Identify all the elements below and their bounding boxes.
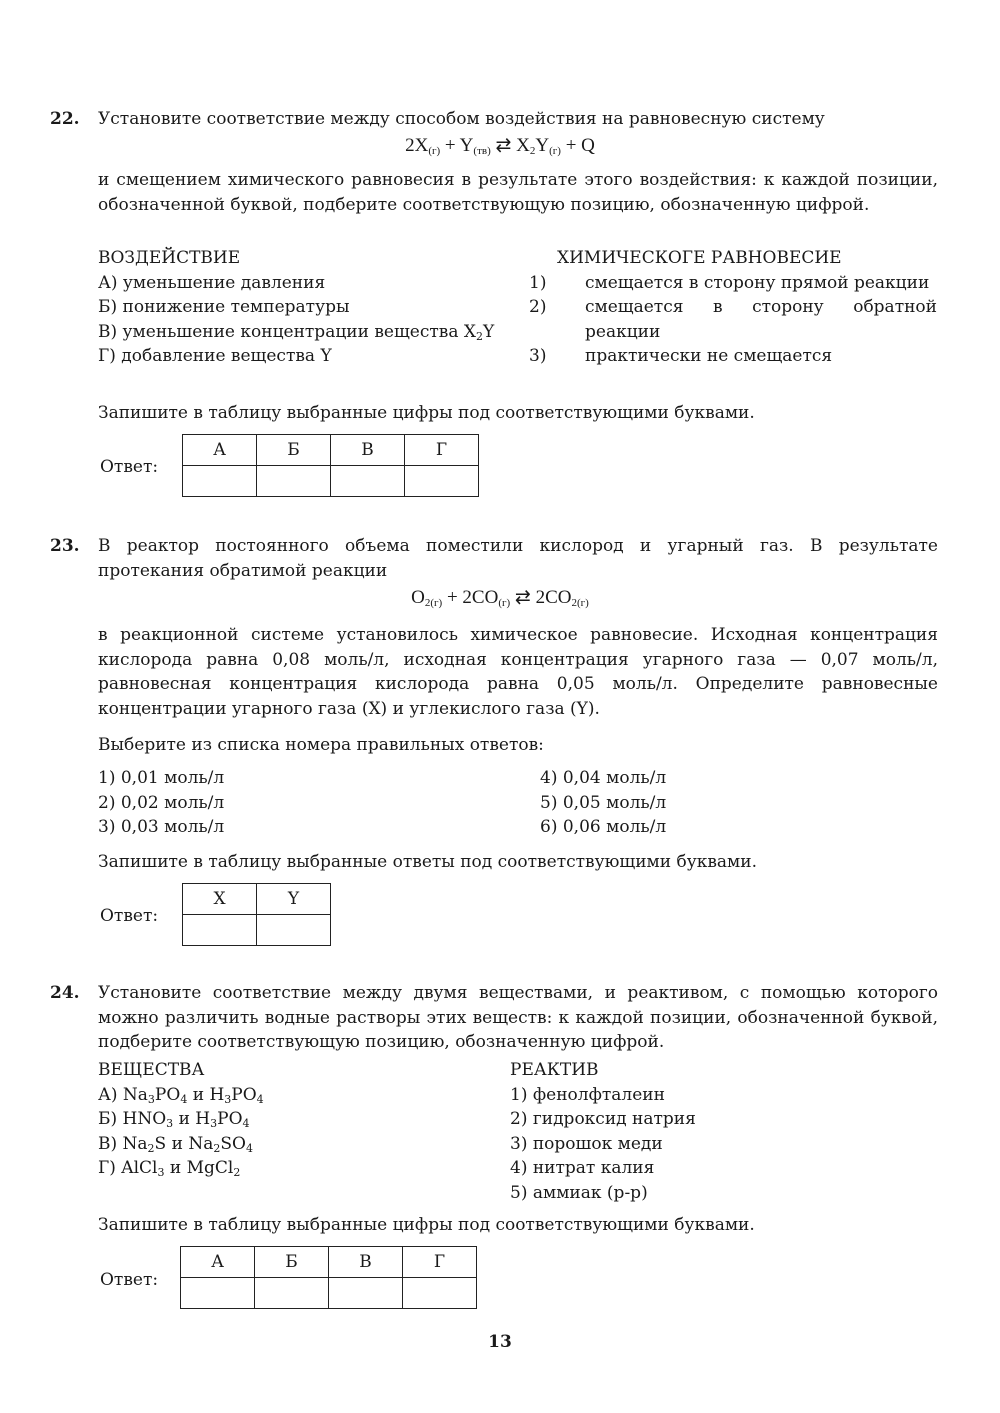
- q23-answer-table: [182, 883, 331, 946]
- q24-left-header: ВЕЩЕСТВА: [98, 1060, 205, 1080]
- q23-option: 5) 0,05 моль/л: [540, 792, 667, 813]
- answer-input-cell[interactable]: [257, 915, 331, 946]
- question-number-23: 23.: [50, 536, 80, 556]
- q22-instruction: Запишите в таблицу выбранные цифры под соответствующими буквами.: [98, 403, 755, 423]
- q24-intro: Установите соответствие между двумя веществами, и реактивом, с помощью которого можно различить водные растворы этих веществ: к каждой позиции, обозначенной буквой, подберите соответствующую позицию, обозначенную цифрой.: [98, 983, 938, 1052]
- q23-option: 1) 0,01 моль/л: [98, 768, 225, 788]
- q23-option: 2) 0,02 моль/л: [98, 792, 225, 813]
- page-number: 13: [488, 1332, 512, 1352]
- q22-right-item: 1) смещается в сторону прямой реакции: [529, 272, 930, 293]
- q24-left-column: [98, 1058, 498, 1181]
- answer-header-cell: А: [183, 435, 257, 466]
- q22-left-column: [98, 246, 538, 369]
- q24-left-item: В) $Na_2S$ и $Na_2SO_4$: [98, 1133, 253, 1155]
- answer-header-cell: В: [331, 435, 405, 466]
- answer-input-cell[interactable]: [257, 466, 331, 497]
- q24-right-header: РЕАКТИВ: [510, 1060, 599, 1080]
- q23-options-left: [98, 766, 224, 840]
- q22-left-header: ВОЗДЕЙСТВИЕ: [98, 248, 241, 268]
- answer-input-cell[interactable]: [183, 915, 257, 946]
- answer-header-cell: Б: [257, 435, 331, 466]
- q23-choose: Выберите из списка номера правильных ответов:: [98, 735, 544, 755]
- answer-input-cell[interactable]: [403, 1278, 477, 1309]
- q24-answer-table: [180, 1246, 477, 1309]
- q24-left-item: Г) AlCl$_3$ и MgCl$_2$: [98, 1158, 241, 1179]
- q23-instruction: Запишите в таблицу выбранные ответы под соответствующими буквами.: [98, 852, 758, 872]
- q24-left-item: Б) $HNO_3$ и $H_3PO_4$: [98, 1109, 250, 1130]
- q24-right-item: 5) аммиак (р-р): [510, 1182, 648, 1203]
- question-number-24: 24.: [50, 983, 80, 1003]
- q22-right-column: [529, 246, 937, 369]
- q22-text: и смещением химического равновесия в результате этого воздействия: к каждой позиции, обозначенной буквой, подберите соответствующую позицию, обозначенную цифрой.: [98, 170, 938, 215]
- q23-answer-label: Ответ:: [100, 906, 159, 926]
- q23-equation: $O_{2(г)} + 2CO_{(г)}$ ⇄ $2CO_{2(г)}$: [411, 587, 589, 609]
- answer-input-cell[interactable]: [329, 1278, 403, 1309]
- q24-answer-label: Ответ:: [100, 1270, 159, 1290]
- q22-answer-label: Ответ:: [100, 457, 159, 477]
- answer-header-cell: А: [181, 1247, 255, 1278]
- answer-header-cell: В: [329, 1247, 403, 1278]
- answer-header-cell: Г: [403, 1247, 477, 1278]
- q23-option: 3) 0,03 моль/л: [98, 817, 225, 837]
- q24-right-column: [510, 1058, 930, 1205]
- q22-left-item: Б) понижение температуры: [98, 297, 350, 317]
- answer-input-cell[interactable]: [331, 466, 405, 497]
- q22-equation: $2X_{(г)} + Y_{(тв)}$ ⇄ $X_2Y_{(г)} + Q$: [405, 135, 595, 157]
- answer-header-cell: Г: [405, 435, 479, 466]
- q22-right-header: ХИМИЧЕСКОГЕ РАВНОВЕСИЕ: [557, 248, 842, 268]
- q22-left-item: В) уменьшение концентрации вещества $X_2Y$: [98, 321, 495, 343]
- q22-right-item: 2) смещается в сторону обратной реакции: [529, 297, 937, 342]
- q24-right-item: 3) порошок меди: [510, 1133, 663, 1154]
- answer-input-cell[interactable]: [405, 466, 479, 497]
- q22-left-item: Г) добавление вещества Y: [98, 346, 332, 366]
- q24-left-item: А) $Na_3PO_4$ и $H_3PO_4$: [98, 1084, 264, 1106]
- q22-left-item: А) уменьшение давления: [98, 272, 326, 293]
- answer-input-cell[interactable]: [255, 1278, 329, 1309]
- answer-header-cell: Y: [257, 884, 331, 915]
- q24-right-item: 1) фенолфталеин: [510, 1084, 665, 1105]
- answer-header-cell: Б: [255, 1247, 329, 1278]
- question-number-22: 22.: [50, 109, 80, 129]
- q23-text: в реакционной системе установилось химическое равновесие. Исходная концентрация кислорода равна 0,08 моль/л, исходная концентрация угарного газа — 0,07 моль/л, равновесная концентрация кислорода равна 0,05 моль/л. Определите равновесные концентрации угарного газа (X) и углекислого газа (Y).: [98, 625, 938, 719]
- q22-intro: Установите соответствие между способом воздействия на равновесную систему: [98, 109, 825, 129]
- answer-input-cell[interactable]: [181, 1278, 255, 1309]
- q23-intro: В реактор постоянного объема поместили кислород и угарный газ. В результате протекания обратимой реакции: [98, 536, 938, 581]
- answer-input-cell[interactable]: [183, 466, 257, 497]
- q23-options-right: [540, 766, 666, 840]
- q24-right-item: 2) гидроксид натрия: [510, 1109, 696, 1129]
- q24-instruction: Запишите в таблицу выбранные цифры под соответствующими буквами.: [98, 1215, 755, 1235]
- answer-header-cell: X: [183, 884, 257, 915]
- q24-right-item: 4) нитрат калия: [510, 1158, 655, 1178]
- q22-answer-table: [182, 434, 479, 497]
- q23-option: 4) 0,04 моль/л: [540, 768, 667, 788]
- q23-option: 6) 0,06 моль/л: [540, 817, 667, 837]
- q22-right-item: 3) практически не смещается: [529, 346, 833, 366]
